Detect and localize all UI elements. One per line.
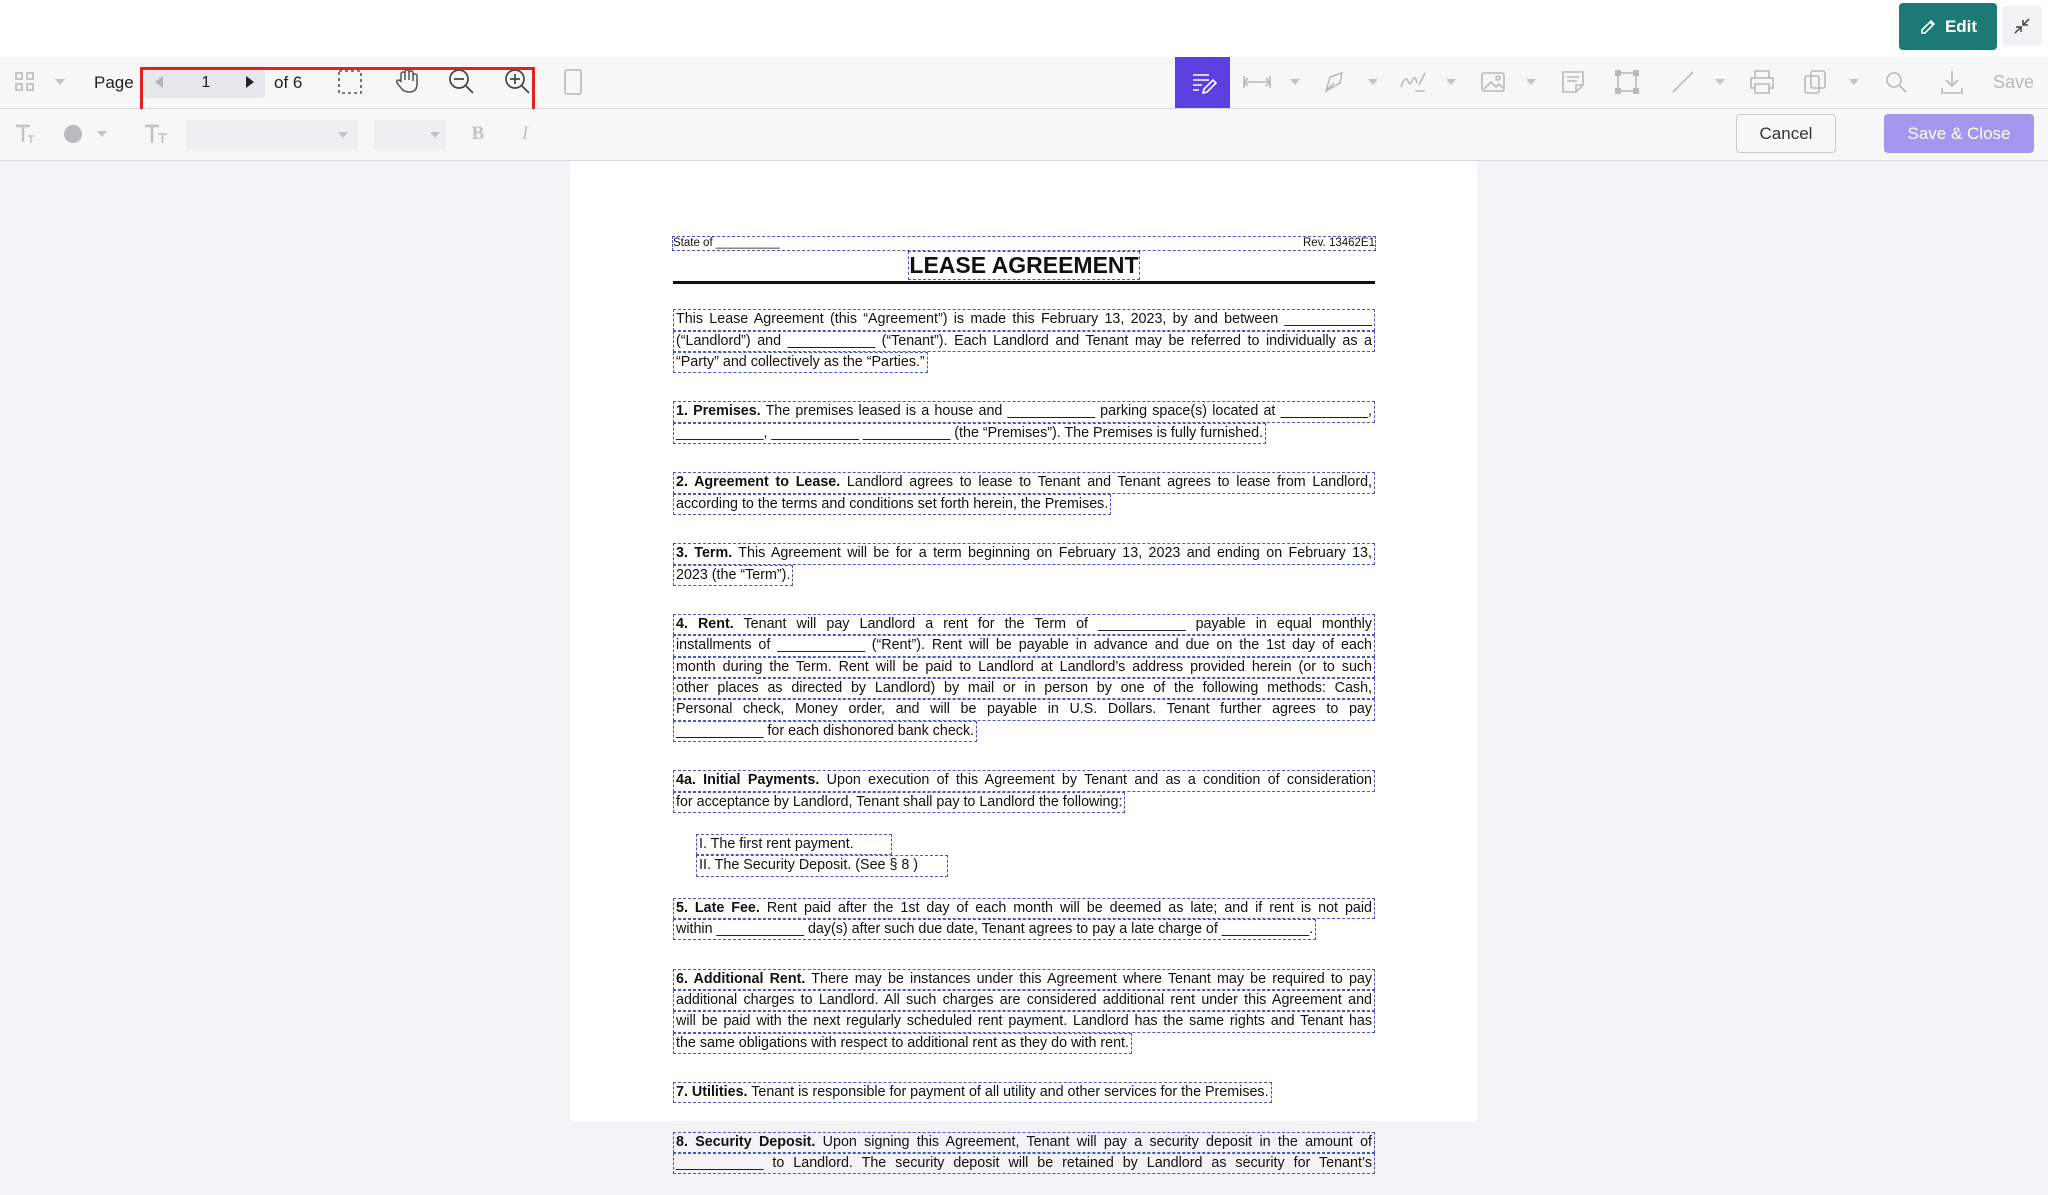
section-security-deposit <box>673 1132 1375 1175</box>
line-text: Upon signing this Agreement, Tenant will pay a security deposit in the amount of <box>822 1133 1372 1150</box>
section-heading: 1. Premises. <box>676 403 761 420</box>
section-heading: 4. Rent. <box>676 616 734 633</box>
caret-down-icon <box>1290 79 1300 85</box>
section-heading: 7. Utilities. <box>676 1084 748 1101</box>
text-line[interactable]: installments of ___________ (“Rent”). Rent will be payable in advance and due on the 1st day of each <box>673 635 1375 656</box>
document-title[interactable]: LEASE AGREEMENT <box>909 252 1139 278</box>
minimize-button[interactable] <box>2002 6 2042 46</box>
text-line[interactable]: additional charges to Landlord. All such charges are considered additional rent under this Agreement and <box>673 990 1375 1011</box>
italic-button[interactable]: I <box>521 123 529 144</box>
section-heading: 2. Agreement to Lease. <box>676 474 841 491</box>
font-family-select[interactable] <box>186 120 358 150</box>
line-text: Tenant is responsible for payment of all utility and other services for the Premises. <box>751 1084 1269 1101</box>
text-line[interactable] <box>673 898 1375 919</box>
font-size-button[interactable] <box>142 120 172 148</box>
text-line[interactable]: the same obligations with respect to additional rent as they do with rent. <box>673 1033 1132 1054</box>
cancel-button[interactable]: Cancel <box>1736 114 1836 153</box>
section-agreement-to-lease <box>673 472 1375 522</box>
caret-down-icon <box>430 132 440 138</box>
caret-down-icon <box>1526 79 1536 85</box>
line-text: Rent paid after the 1st day of each month will be deemed as late; and if rent is not paid <box>766 899 1372 916</box>
text-line[interactable] <box>673 969 1375 990</box>
signature-button[interactable] <box>1398 68 1428 96</box>
section-heading: 4a. Initial Payments. <box>676 772 820 789</box>
text-line[interactable]: “Party” and collectively as the “Parties.” <box>673 352 928 373</box>
color-dropdown[interactable] <box>96 129 108 139</box>
section-term <box>673 543 1375 593</box>
line-icon <box>1670 69 1696 95</box>
initial-payments-list <box>696 834 1375 877</box>
measure-button[interactable] <box>1242 69 1272 95</box>
grid-icon <box>13 70 37 94</box>
title-rule <box>673 281 1375 284</box>
section-premises <box>673 401 1375 451</box>
sticky-note-icon <box>1560 69 1586 95</box>
page-count: of 6 <box>274 73 303 92</box>
text-line[interactable]: ___________ to Landlord. The security deposit will be retained by Landlord as security for Tenant’s <box>673 1153 1375 1174</box>
thumbnails-button[interactable] <box>12 69 38 95</box>
pen-nib-icon <box>1322 69 1348 95</box>
text-line[interactable]: This Lease Agreement (this “Agreement”) is made this February 13, 2023, by and between ___________ <box>673 309 1375 330</box>
measure-distance-icon <box>1242 72 1272 92</box>
text-line[interactable]: Personal check, Money order, and will be payable in U.S. Dollars. Tenant further agrees to pay <box>673 699 1375 720</box>
line-dropdown[interactable] <box>1714 77 1726 87</box>
signature-icon <box>1399 69 1427 95</box>
line-tool-button[interactable] <box>1668 68 1698 96</box>
state-of-field: State of __________ <box>673 237 780 249</box>
edit-text-icon <box>1188 68 1218 98</box>
single-page-icon <box>562 68 584 96</box>
text-line[interactable]: 2023 (the “Term”). <box>673 565 793 586</box>
text-line[interactable]: ___________ for each dishonored bank check. <box>673 721 977 742</box>
draw-button[interactable] <box>1320 68 1350 96</box>
document-page <box>570 161 1477 1171</box>
signature-dropdown[interactable] <box>1445 77 1457 87</box>
text-tool-icon <box>13 122 37 146</box>
caret-down-icon <box>1715 79 1725 85</box>
list-item[interactable]: II. The Security Deposit. (See § 8 ) <box>696 855 948 876</box>
search-icon <box>1884 70 1908 94</box>
color-swatch-icon <box>63 124 83 144</box>
draw-dropdown[interactable] <box>1367 77 1379 87</box>
text-line[interactable] <box>673 614 1375 635</box>
text-line[interactable] <box>673 472 1375 493</box>
section-late-fee <box>673 898 1375 948</box>
document-header[interactable] <box>673 237 1375 250</box>
text-line[interactable] <box>673 1082 1272 1103</box>
format-toolbar <box>0 109 2048 161</box>
text-line[interactable] <box>673 770 1375 791</box>
printer-icon <box>1748 68 1776 96</box>
line-text: Tenant will pay Landlord a rent for the Term of ___________ payable in equal monthly <box>743 616 1372 633</box>
image-dropdown[interactable] <box>1525 77 1537 87</box>
list-item[interactable]: I. The first rent payment. <box>696 834 892 855</box>
measure-dropdown[interactable] <box>1289 77 1301 87</box>
font-size-icon <box>143 122 171 146</box>
text-line[interactable] <box>673 543 1375 564</box>
crop-area-icon <box>1613 68 1641 96</box>
text-line[interactable]: for acceptance by Landlord, Tenant shall pay to Landlord the following: <box>673 792 1125 813</box>
section-additional-rent <box>673 969 1375 1061</box>
annotation-mode-button[interactable] <box>1175 57 1230 108</box>
color-picker-button[interactable] <box>62 123 84 145</box>
download-icon <box>1938 68 1966 96</box>
text-line[interactable]: according to the terms and conditions set forth herein, the Premises. <box>673 494 1111 515</box>
document-content <box>673 237 1375 1195</box>
line-text: This Agreement will be for a term beginning on February 13, 2023 and ending on February 13, <box>738 545 1372 562</box>
bold-button[interactable]: B <box>471 123 485 144</box>
caret-down-icon <box>1446 79 1456 85</box>
pencil-icon <box>1919 18 1937 36</box>
line-text: The premises leased is a house and ___________ parking space(s) located at ___________, <box>765 403 1372 420</box>
text-line[interactable]: within ___________ day(s) after such due date, Tenant agrees to pay a late charge of ___________. <box>673 919 1316 940</box>
text-style-button[interactable] <box>12 121 38 147</box>
text-line[interactable] <box>673 401 1375 422</box>
caret-down-icon <box>55 79 65 85</box>
section-heading: 8. Security Deposit. <box>676 1133 816 1150</box>
caret-down-icon <box>338 132 348 138</box>
collapse-icon <box>2013 17 2031 35</box>
download-button[interactable] <box>1937 67 1967 97</box>
section-heading: 3. Term. <box>676 545 733 562</box>
save-and-close-button[interactable]: Save & Close <box>1884 114 2034 153</box>
top-bar <box>0 0 2048 58</box>
copy-pages-icon <box>1801 68 1829 96</box>
copy-dropdown[interactable] <box>1848 77 1860 87</box>
save-button[interactable]: Save <box>1992 72 2034 92</box>
section-rent <box>673 614 1375 749</box>
revision-number: Rev. 13462E1 <box>1302 237 1375 249</box>
line-text: Upon execution of this Agreement by Tenant and as a condition of consideration <box>826 772 1372 789</box>
thumbnails-dropdown[interactable] <box>54 77 66 87</box>
text-line[interactable]: other places as directed by Landlord) by mail or in person by one of the following methods: Cash, <box>673 678 1375 699</box>
text-line[interactable]: month during the Term. Rent will be paid to Landlord at Landlord’s address provided herein (or to such <box>673 657 1375 678</box>
text-line[interactable]: (“Landlord”) and ___________ (“Tenant”). Each Landlord and Tenant may be referred to individually as a <box>673 331 1375 352</box>
text-line[interactable] <box>673 1132 1375 1153</box>
note-button[interactable] <box>1558 68 1588 96</box>
section-initial-payments <box>673 770 1375 820</box>
page-label: Page <box>94 73 134 92</box>
edit-button[interactable] <box>1899 3 1997 50</box>
page-nav-highlight <box>140 67 535 113</box>
text-line[interactable]: ___________, ___________ ___________ (the “Premises”). The Premises is fully furnished. <box>673 423 1266 444</box>
line-text: Landlord agrees to lease to Tenant and Tenant agrees to lease from Landlord, <box>846 474 1372 491</box>
insert-image-button[interactable] <box>1478 68 1508 96</box>
copy-button[interactable] <box>1800 67 1830 97</box>
search-button[interactable] <box>1882 68 1910 96</box>
section-utilities <box>673 1082 1375 1111</box>
caret-down-icon <box>1849 79 1859 85</box>
text-line[interactable]: will be paid with the next regularly scheduled rent payment. Landlord has the same rights and Tenant has <box>673 1011 1375 1032</box>
section-heading: 5. Late Fee. <box>676 899 760 916</box>
caret-down-icon <box>97 131 107 137</box>
caret-down-icon <box>1368 79 1378 85</box>
crop-button[interactable] <box>1612 67 1642 97</box>
section-heading: 6. Additional Rent. <box>676 970 806 987</box>
font-size-select[interactable] <box>374 120 446 150</box>
print-button[interactable] <box>1747 67 1777 97</box>
edit-button-label: Edit <box>1944 16 1978 36</box>
page-view-button[interactable] <box>560 68 586 96</box>
intro-paragraph <box>673 309 1375 380</box>
image-icon <box>1480 70 1506 94</box>
line-text: There may be instances under this Agreement where Tenant may be required to pay <box>811 970 1373 987</box>
